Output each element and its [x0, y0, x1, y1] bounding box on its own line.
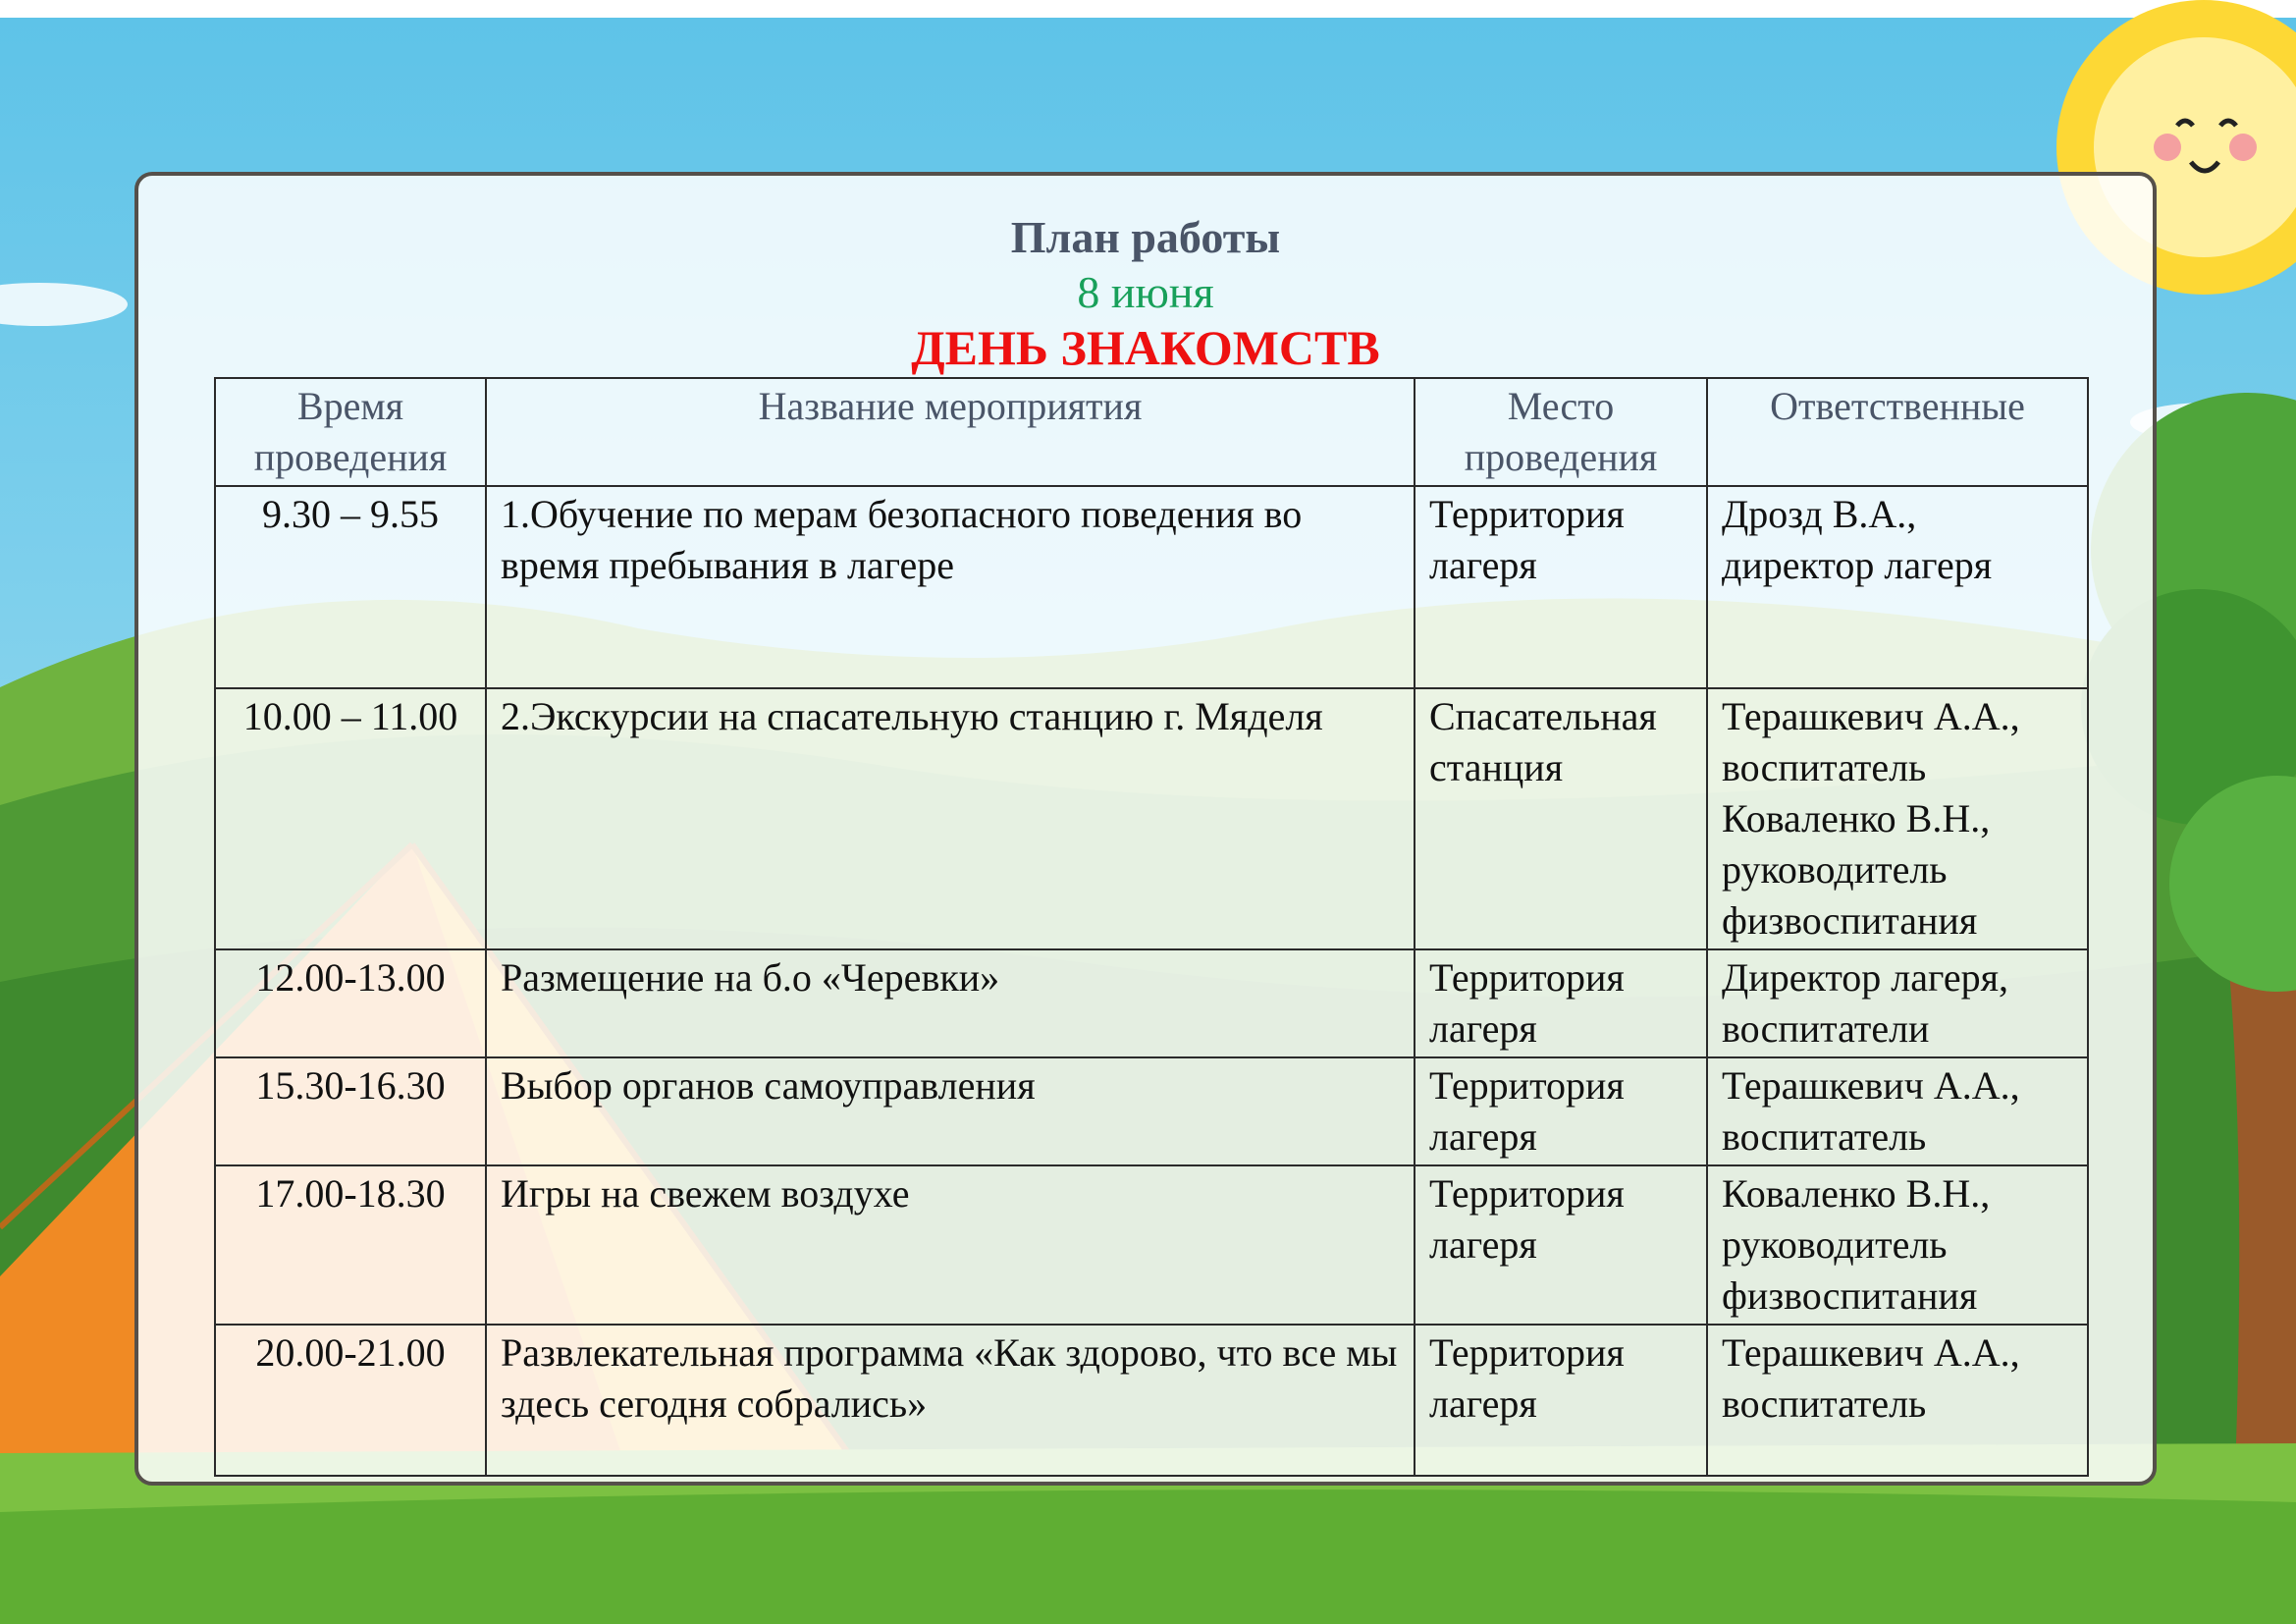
table-row [215, 1325, 2088, 1476]
cell-responsible: Директор лагеря, воспитатели [1707, 949, 2088, 1057]
header-responsible: Ответственные [1707, 378, 2088, 486]
cell-responsible: Коваленко В.Н., руководитель физвоспитания [1707, 1165, 2088, 1325]
cell-time: 12.00-13.00 [215, 949, 486, 1057]
header-place: Место проведения [1415, 378, 1707, 486]
table-row [215, 486, 2088, 688]
header-time: Время проведения [215, 378, 486, 486]
cell-event: Игры на свежем воздухе [486, 1165, 1415, 1325]
top-margin [0, 0, 2296, 18]
date-subtitle: 8 июня [1077, 267, 1214, 317]
page-title: План работы [1010, 212, 1281, 262]
cell-responsible: Терашкевич А.А., воспитатель Коваленко В.Н., руководитель физвоспитания [1707, 688, 2088, 949]
cell-place: Территория лагеря [1415, 1165, 1707, 1325]
table-row [215, 1165, 2088, 1325]
cell-event: Развлекательная программа «Как здорово, что все мы здесь сегодня собрались» [486, 1325, 1415, 1476]
cell-responsible: Терашкевич А.А., воспитатель [1707, 1325, 2088, 1476]
cell-responsible: Терашкевич А.А., воспитатель [1707, 1057, 2088, 1165]
cell-time: 20.00-21.00 [215, 1325, 486, 1476]
cell-responsible: Дрозд В.А., директор лагеря [1707, 486, 2088, 688]
table-header-row [215, 378, 2088, 486]
table-row [215, 949, 2088, 1057]
table-row [215, 1057, 2088, 1165]
table-row [215, 688, 2088, 949]
cell-place: Спасательная станция [1415, 688, 1707, 949]
cell-event: Выбор органов самоуправления [486, 1057, 1415, 1165]
cell-time: 17.00-18.30 [215, 1165, 486, 1325]
cell-place: Территория лагеря [1415, 1057, 1707, 1165]
cell-place: Территория лагеря [1415, 949, 1707, 1057]
day-theme: ДЕНЬ ЗНАКОМСТВ [911, 320, 1380, 375]
cell-time: 9.30 – 9.55 [215, 486, 486, 688]
schedule-card [134, 172, 2157, 1486]
cell-time: 15.30-16.30 [215, 1057, 486, 1165]
cell-event: 2.Экскурсии на спасательную станцию г. Мяделя [486, 688, 1415, 949]
cell-place: Территория лагеря [1415, 1325, 1707, 1476]
cell-event: 1.Обучение по мерам безопасного поведения во время пребывания в лагере [486, 486, 1415, 688]
cell-time: 10.00 – 11.00 [215, 688, 486, 949]
cell-place: Территория лагеря [1415, 486, 1707, 688]
schedule-table [214, 377, 2089, 1477]
header-event: Название мероприятия [486, 378, 1415, 486]
cell-event: Размещение на б.о «Черевки» [486, 949, 1415, 1057]
